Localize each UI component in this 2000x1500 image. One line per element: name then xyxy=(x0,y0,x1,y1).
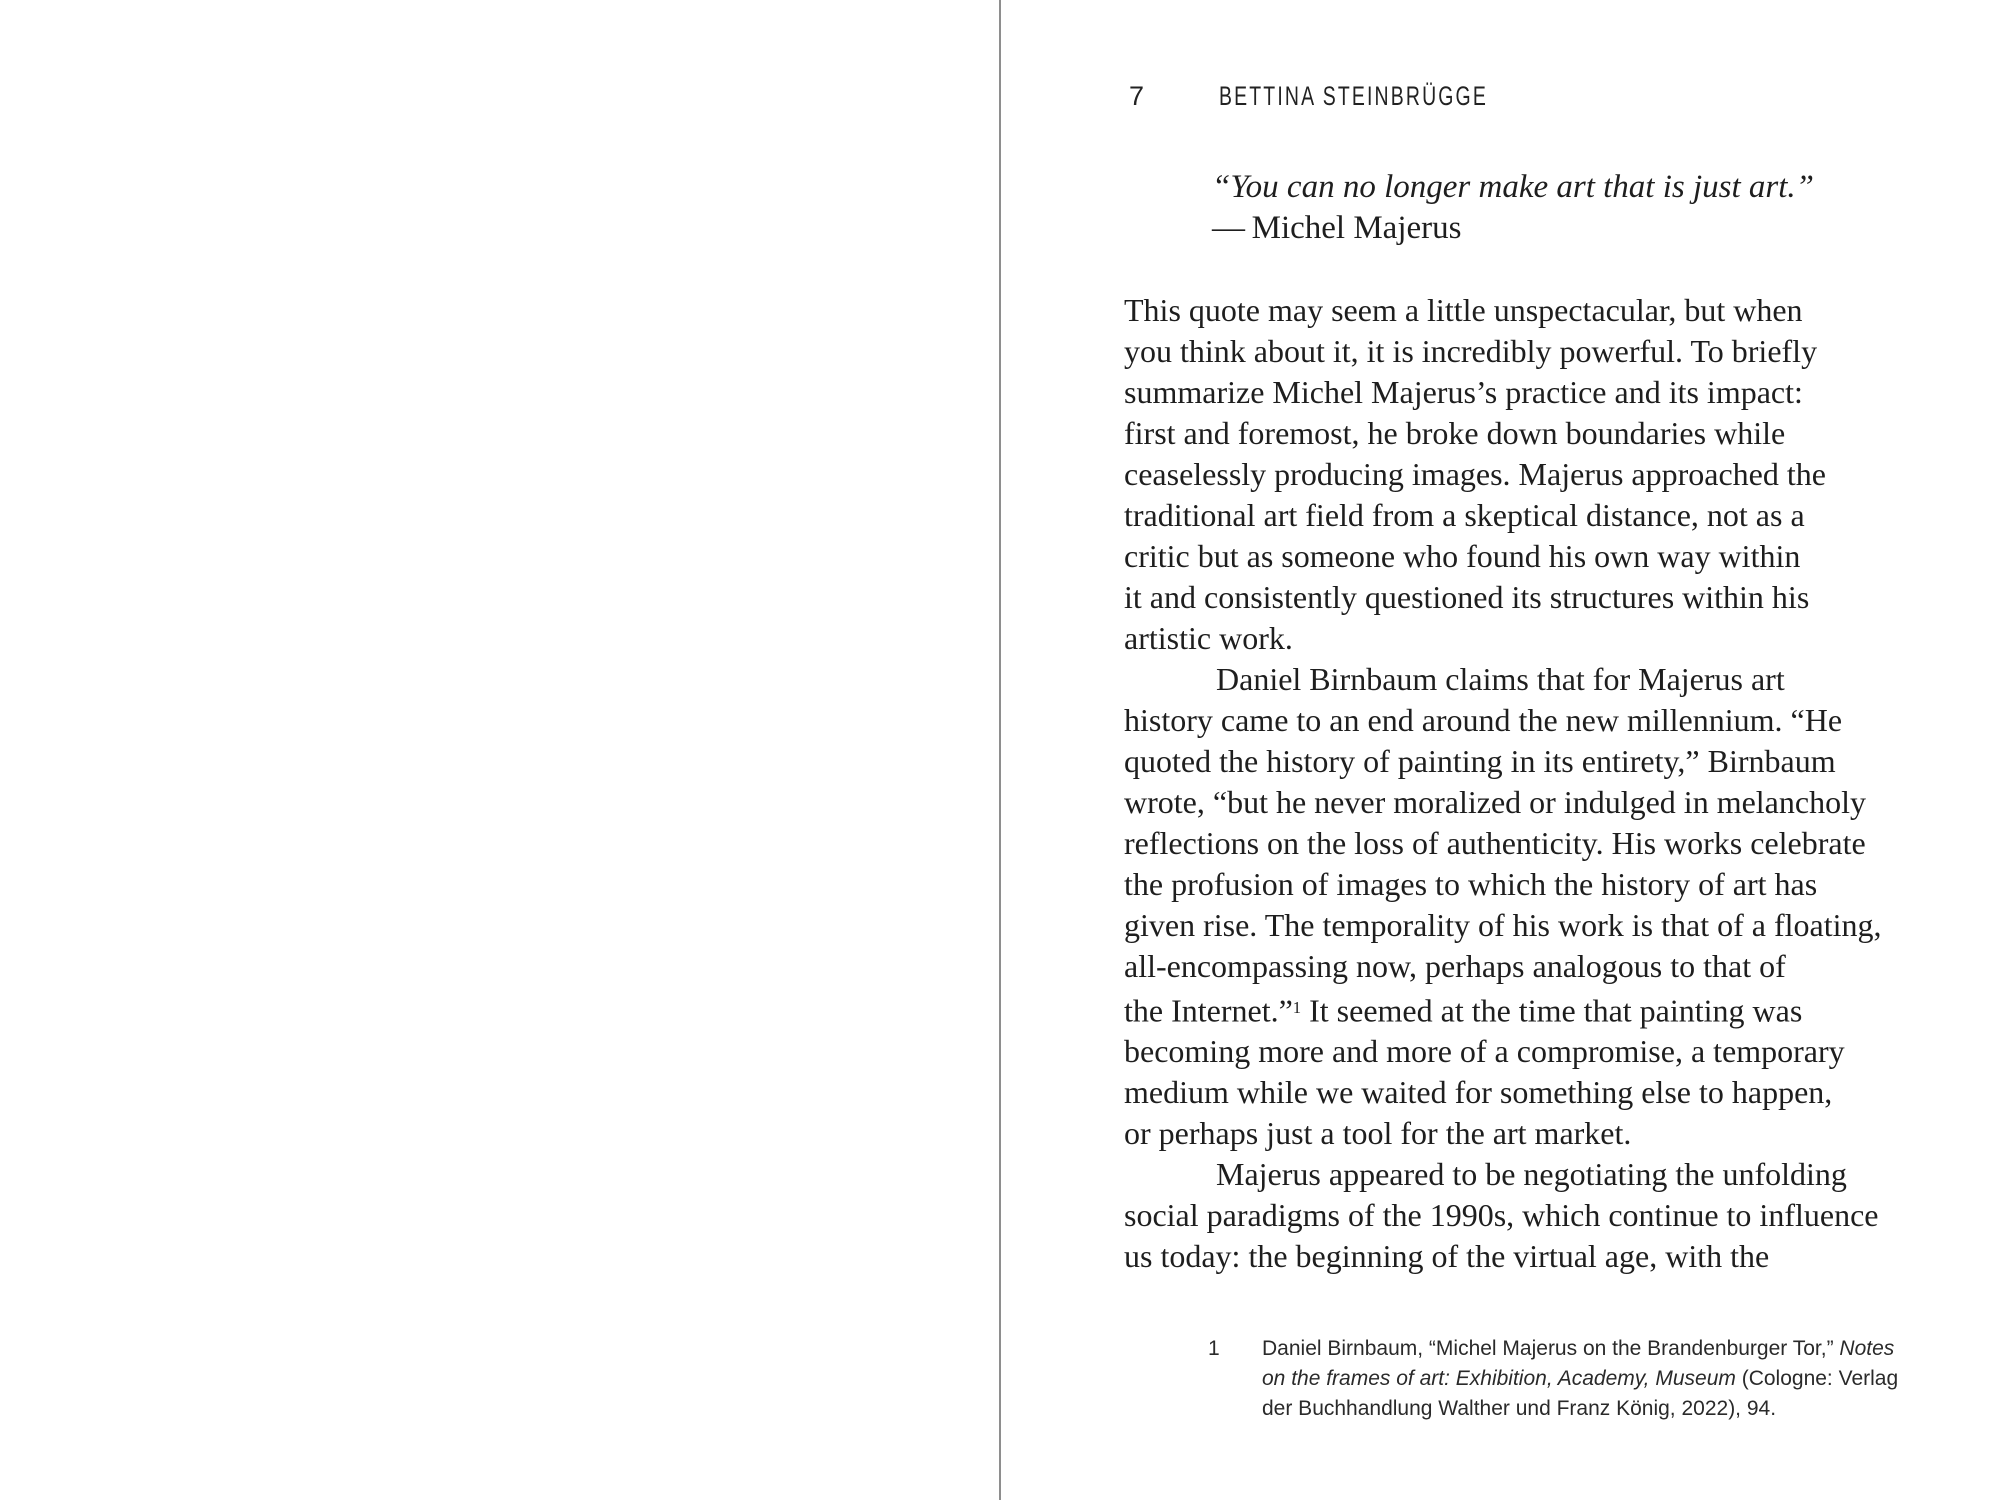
text-line xyxy=(1124,413,1934,454)
text-segment: Majerus appeared to be negotiating the unfolding xyxy=(1216,1156,1847,1193)
text-line xyxy=(1124,1236,1934,1277)
text-line xyxy=(1124,331,1934,372)
text-segment: artistic work. xyxy=(1124,620,1293,656)
text-segment: it and consistently questioned its structures within his xyxy=(1124,579,1810,615)
text-line xyxy=(1124,536,1934,577)
paragraph xyxy=(1124,290,1934,659)
text-line xyxy=(1124,454,1934,495)
text-line xyxy=(1124,1031,1934,1072)
paragraph xyxy=(1124,1154,1934,1277)
text-segment: us today: the beginning of the virtual age, with the xyxy=(1124,1238,1770,1275)
text-line xyxy=(1124,741,1934,782)
text-segment: Daniel Birnbaum, “Michel Majerus on the Brandenburger Tor,” xyxy=(1262,1337,1840,1360)
text-segment: der Buchhandlung Walther und Franz König, 2022), 94. xyxy=(1262,1397,1777,1420)
text-line xyxy=(1124,987,1934,1031)
text-line xyxy=(1124,946,1934,987)
page-number: 7 xyxy=(1129,81,1146,111)
text-line xyxy=(1124,290,1934,331)
footnote-reference: 1 xyxy=(1292,998,1302,1017)
text-segment: This quote may seem a little unspectacular, but when xyxy=(1124,292,1803,328)
text-segment: the Internet.” xyxy=(1124,992,1293,1029)
text-segment: Daniel Birnbaum claims that for Majerus art xyxy=(1216,661,1785,697)
text-segment: on the frames of art: Exhibition, Academy, Museum xyxy=(1262,1367,1736,1390)
text-line xyxy=(1124,823,1934,864)
text-line xyxy=(1124,495,1934,536)
text-segment: social paradigms of the 1990s, which continue to influence xyxy=(1124,1197,1879,1234)
text-segment: you think about it, it is incredibly powerful. To briefly xyxy=(1124,333,1818,369)
text-segment: summarize Michel Majerus’s practice and its impact: xyxy=(1124,374,1803,410)
text-line xyxy=(1124,577,1934,618)
text-segment: given rise. The temporality of his work is that of a floating, xyxy=(1124,907,1882,943)
epigraph-attribution: — Michel Majerus xyxy=(1212,210,1462,246)
text-line xyxy=(1124,782,1934,823)
text-line xyxy=(1124,1072,1934,1113)
text-segment: quoted the history of painting in its entirety,” Birnbaum xyxy=(1124,743,1836,779)
text-segment: all-encompassing now, perhaps analogous to that of xyxy=(1124,948,1786,984)
text-segment: traditional art field from a skeptical distance, not as a xyxy=(1124,497,1805,533)
text-segment: ceaselessly producing images. Majerus approached the xyxy=(1124,456,1826,492)
text-segment: the profusion of images to which the history of art has xyxy=(1124,866,1818,902)
page-gutter-divider xyxy=(999,0,1001,1500)
text-line xyxy=(1124,372,1934,413)
text-line xyxy=(1262,1364,1898,1394)
text-line xyxy=(1124,1195,1934,1236)
text-segment: reflections on the loss of authenticity. His works celebrate xyxy=(1124,825,1866,861)
text-line xyxy=(1124,905,1934,946)
text-segment: It seemed at the time that painting was xyxy=(1301,992,1803,1029)
text-line xyxy=(1124,864,1934,905)
text-line xyxy=(1124,1113,1934,1154)
paragraph xyxy=(1124,659,1934,1154)
text-line xyxy=(1124,700,1934,741)
text-line xyxy=(1124,659,1934,700)
text-segment: first and foremost, he broke down boundaries while xyxy=(1124,415,1786,451)
text-line xyxy=(1124,618,1934,659)
text-segment: medium while we waited for something else to happen, xyxy=(1124,1074,1833,1111)
text-line xyxy=(1262,1334,1898,1364)
text-segment: (Cologne: Verlag xyxy=(1735,1367,1899,1390)
text-segment: Notes xyxy=(1839,1337,1895,1360)
running-head-author: BETTINA STEINBRÜGGE xyxy=(1219,81,1488,111)
text-segment: history came to an end around the new millennium. “He xyxy=(1124,702,1843,738)
text-segment: wrote, “but he never moralized or indulged in melancholy xyxy=(1124,784,1866,820)
text-line xyxy=(1262,1394,1898,1424)
epigraph-quote: “You can no longer make art that is just art.” xyxy=(1212,169,1815,205)
text-segment: becoming more and more of a compromise, a temporary xyxy=(1124,1033,1845,1070)
footnote-number: 1 xyxy=(1208,1337,1220,1360)
body-text xyxy=(1124,290,1934,1277)
epigraph xyxy=(1212,167,1814,249)
text-segment: or perhaps just a tool for the art market. xyxy=(1124,1115,1632,1152)
text-segment: critic but as someone who found his own way within xyxy=(1124,538,1801,574)
footnote-text xyxy=(1262,1334,1898,1424)
text-line xyxy=(1124,1154,1934,1195)
